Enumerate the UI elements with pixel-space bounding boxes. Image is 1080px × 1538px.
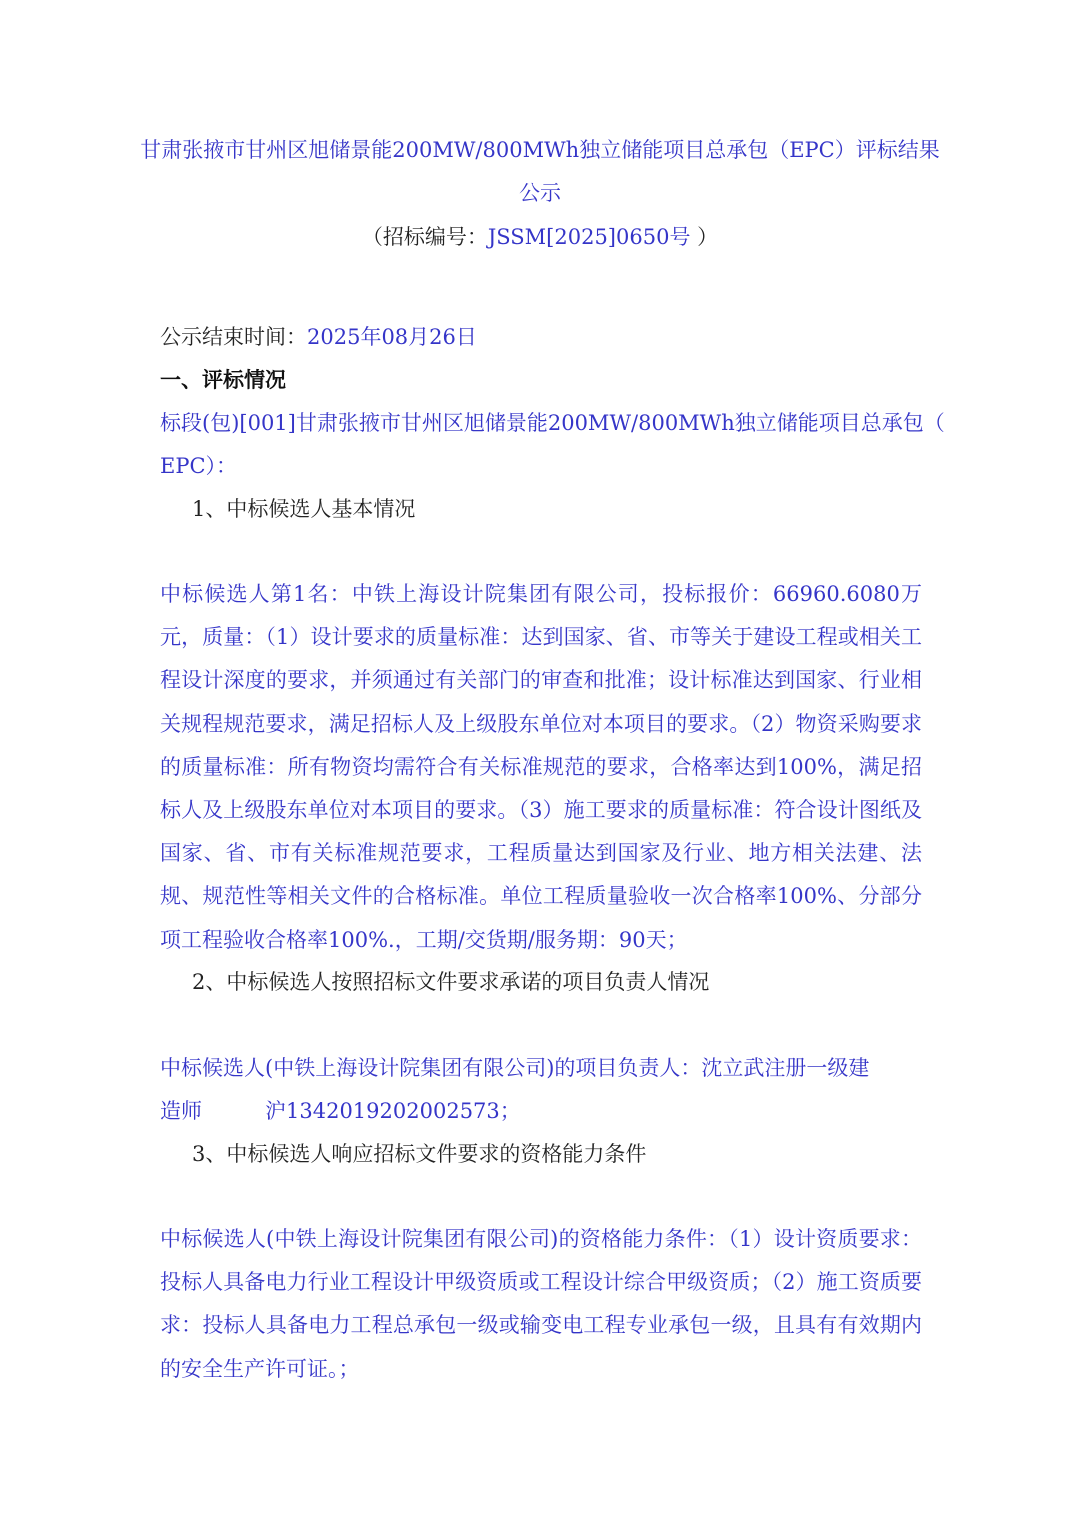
end-time-label: 公示结束时间： bbox=[160, 325, 307, 349]
item2-heading: 2、中标候选人按照招标文件要求承诺的项目负责人情况 bbox=[192, 970, 710, 994]
item1-text: 中标候选人第1名：中铁上海设计院集团有限公司，投标报价：66960.6080万元，质量：（1）设计要求的质量标准：达到国家、省、市等关于建设工程或相关工程设计深度的要求，并须通过有关部门的审查和批准；设计标准达到国家、行业相关规程规范要求，满足招标人及上级股东单位对本项目的要求。（2）物资采购要求的质量标准：所有物资均需符合有关标准规范的要求，合格率达到100%，满足招标人及上级股东单位对本项目的要求。（3）施工要求的质量标准：符合设计图纸及国家、省、市有关标准规范要求，工程质量达到国家及行业、地方相关法建、法规、规范性等相关文件的合格标准。单位工程质量验收一次合格率100%、分部分项工程验收合格率100%.，工期/交货期/服务期：90天； bbox=[160, 582, 922, 952]
end-time bbox=[160, 315, 930, 359]
document-title-line1: 甘肃张掖市甘州区旭储景能200MW/800MWh独立储能项目总承包（EPC）评标结果 bbox=[140, 138, 940, 162]
item1-heading: 1、中标候选人基本情况 bbox=[192, 497, 416, 521]
item3-text: 中标候选人(中铁上海设计院集团有限公司)的资格能力条件：（1）设计资质要求：投标人具备电力行业工程设计甲级资质或工程设计综合甲级资质；（2）施工资质要求：投标人具备电力工程总承包一级或输变电工程专业承包一级，且具有有效期内的安全生产许可证。； bbox=[160, 1227, 922, 1381]
lot-line2: EPC）： bbox=[160, 454, 238, 478]
end-time-value: 2025年08月26日 bbox=[307, 325, 477, 349]
bid-number-value: JSSM[2025]0650号 bbox=[487, 225, 691, 249]
item2-line1: 中标候选人(中铁上海设计院集团有限公司)的项目负责人：沈立武注册一级建 bbox=[160, 1056, 870, 1080]
bid-number bbox=[100, 215, 980, 259]
lot-line1: 标段(包)[001]甘肃张掖市甘州区旭储景能200MW/800MWh独立储能项目总承包（ bbox=[160, 411, 945, 435]
document-title-line2: 公示 bbox=[519, 181, 561, 205]
item3-heading: 3、中标候选人响应招标文件要求的资格能力条件 bbox=[192, 1142, 647, 1166]
item2-line2: 造师 沪1342019202002573； bbox=[160, 1099, 521, 1123]
bid-number-close: ） bbox=[690, 225, 719, 249]
section1-heading: 一、评标情况 bbox=[160, 367, 286, 392]
bid-number-label: （招标编号： bbox=[361, 225, 488, 249]
